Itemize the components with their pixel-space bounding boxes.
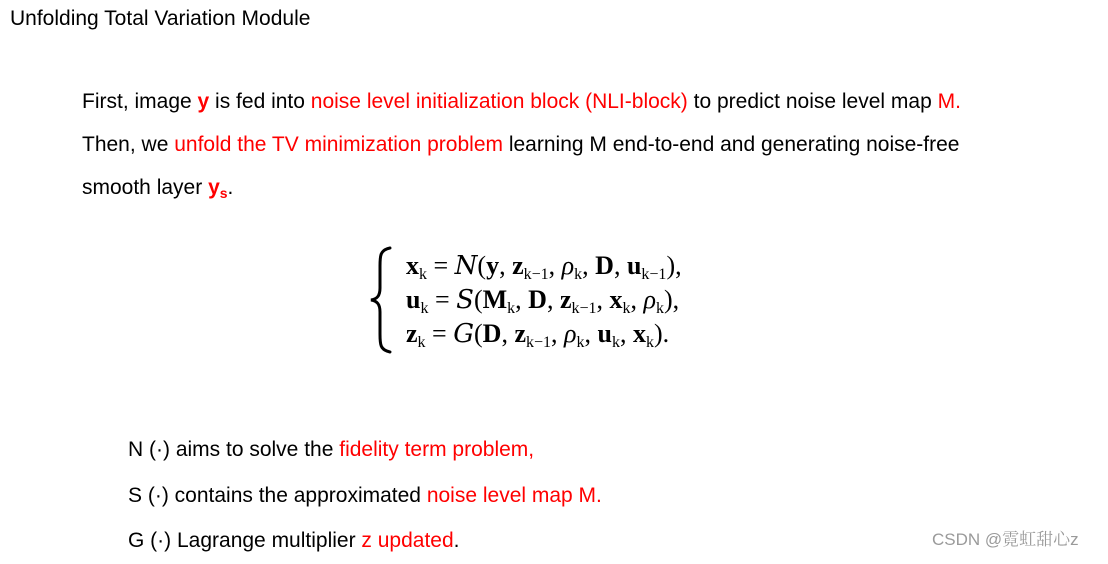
math-var: u	[406, 285, 421, 314]
math-paren: (	[474, 319, 483, 348]
math-var: u	[626, 251, 642, 280]
math-term	[406, 319, 426, 351]
note-suffix: .	[453, 529, 460, 552]
math-subscript: k−1	[526, 334, 552, 351]
math-var: z	[406, 319, 418, 348]
math-paren: (	[477, 251, 487, 280]
equation-row-2	[406, 283, 682, 317]
math-term	[561, 251, 583, 283]
text-segment: learning M end-to-end and generating noise-free	[503, 133, 960, 156]
math-subscript: k	[574, 266, 583, 283]
math-operator: S	[456, 285, 474, 315]
math-var: x	[632, 319, 646, 348]
math-var: u	[597, 319, 612, 348]
math-term	[406, 251, 427, 283]
math-var: ρ	[564, 319, 577, 348]
note-highlight: fidelity term problem,	[339, 438, 535, 461]
note-item-s	[128, 473, 602, 519]
left-brace-icon	[368, 246, 396, 354]
math-var: z	[514, 319, 526, 348]
highlight-nli-block: noise level initialization block (NLI-block)	[310, 90, 688, 113]
math-paren: ),	[666, 251, 682, 280]
math-comma: ,	[582, 251, 596, 280]
math-subscript: k	[420, 300, 429, 317]
math-subscript: k−1	[641, 266, 667, 283]
math-subscript: k	[507, 300, 516, 317]
math-var: ρ	[561, 251, 575, 280]
math-paren: ).	[653, 319, 670, 348]
math-var: D	[595, 251, 614, 280]
math-term	[514, 319, 552, 351]
math-comma: ,	[630, 285, 644, 314]
math-subscript: k−1	[523, 266, 549, 283]
intro-paragraph	[82, 80, 1102, 215]
math-var: x	[609, 285, 623, 314]
csdn-watermark: CSDN @霓虹甜心z	[932, 530, 1079, 549]
math-term	[483, 319, 502, 348]
math-comma: ,	[619, 319, 633, 348]
equation-system	[368, 244, 682, 356]
math-var: z	[559, 285, 572, 314]
math-var: D	[482, 319, 502, 348]
math-operator: N	[454, 251, 478, 281]
math-comma: ,	[584, 319, 598, 348]
math-term	[632, 319, 654, 351]
math-comma: ,	[499, 251, 513, 280]
intro-line-2	[82, 123, 1102, 166]
math-term	[528, 285, 547, 314]
math-paren: (	[473, 285, 483, 314]
notes-list	[128, 427, 602, 564]
math-comma: ,	[596, 285, 610, 314]
math-subscript: k	[419, 266, 427, 283]
variable-y: y	[197, 90, 210, 113]
text-segment: .	[227, 176, 234, 199]
math-var: x	[406, 251, 419, 280]
math-subscript: k	[656, 300, 665, 317]
math-var: M	[482, 285, 508, 314]
math-comma: ,	[551, 319, 565, 348]
math-subscript: k	[611, 334, 620, 351]
note-item-g	[128, 518, 602, 564]
math-comma: ,	[548, 251, 562, 280]
math-term	[512, 251, 549, 283]
math-comma: ,	[613, 251, 627, 280]
math-equals: =	[425, 319, 454, 348]
math-var: z	[512, 251, 524, 280]
text-segment: First, image	[82, 90, 198, 113]
math-comma: ,	[546, 285, 560, 314]
math-subscript: k	[576, 334, 585, 351]
math-term	[482, 285, 516, 317]
text-segment: is fed into	[209, 90, 311, 113]
math-subscript: k−1	[571, 300, 597, 317]
math-subscript: k	[417, 334, 426, 351]
math-term	[595, 251, 614, 280]
variable-y: y	[208, 176, 220, 199]
highlight-map-m: M.	[937, 90, 961, 113]
math-subscript: k	[622, 300, 631, 317]
math-var: ρ	[643, 285, 657, 314]
note-highlight: z updated	[361, 529, 454, 552]
math-subscript: k	[645, 334, 654, 351]
slide-title: Unfolding Total Variation Module	[10, 7, 311, 30]
math-var: y	[486, 251, 500, 280]
math-comma: ,	[515, 285, 529, 314]
math-equals: =	[428, 285, 457, 314]
equation-lines	[406, 249, 682, 351]
note-text: S (·) contains the approximated	[128, 483, 427, 507]
highlight-unfold-tv: unfold the TV minimization problem	[174, 133, 503, 156]
intro-line-3	[82, 166, 1102, 215]
variable-ys	[208, 176, 227, 199]
math-equals: =	[427, 251, 455, 280]
math-operator: G	[453, 319, 474, 349]
math-comma: ,	[501, 319, 515, 348]
math-term	[626, 251, 667, 283]
math-term	[643, 285, 665, 317]
text-segment: to predict noise level map	[687, 90, 938, 113]
math-term	[597, 319, 620, 351]
note-text: N (·) aims to solve the	[128, 438, 340, 461]
math-paren: ),	[664, 285, 680, 314]
math-term	[559, 285, 597, 317]
text-segment: Then, we	[82, 133, 175, 156]
math-term	[564, 319, 585, 351]
intro-line-1	[82, 80, 1102, 123]
equation-row-3	[406, 317, 682, 351]
math-term	[486, 251, 499, 280]
text-segment: smooth layer	[82, 176, 209, 199]
equation-row-1	[406, 249, 682, 283]
subscript-s: s	[219, 185, 228, 201]
note-highlight: noise level map M.	[426, 483, 602, 507]
note-item-n	[128, 427, 602, 473]
math-term	[609, 285, 631, 317]
note-text: G (·) Lagrange multiplier	[128, 529, 362, 552]
math-term	[406, 285, 429, 317]
math-var: D	[528, 285, 547, 314]
